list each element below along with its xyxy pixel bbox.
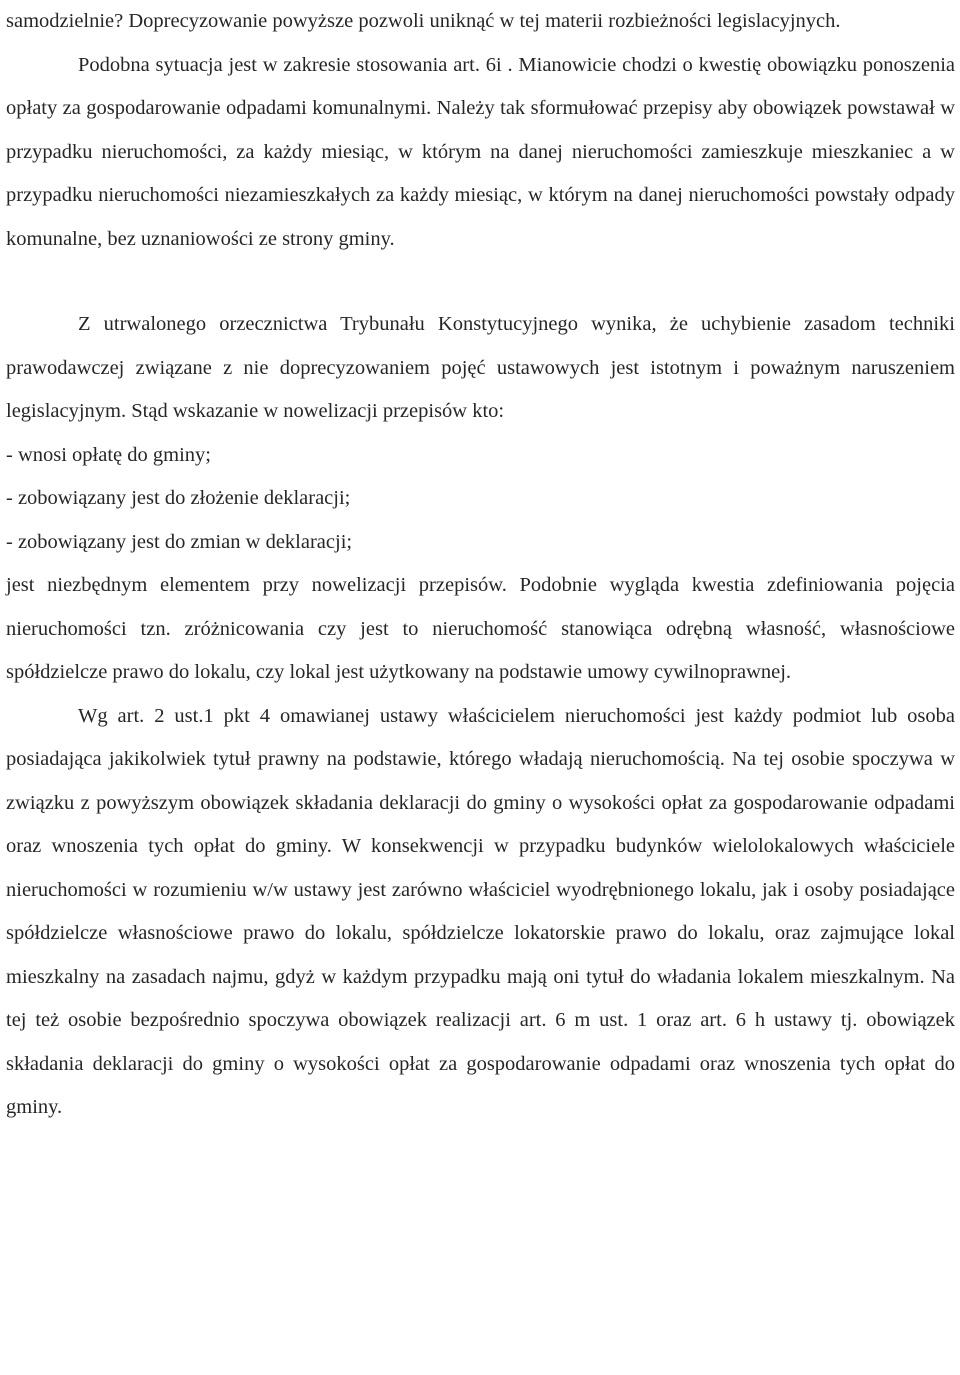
paragraph-constitutional-tribunal: Z utrwalonego orzecznictwa Trybunału Konstytucyjnego wynika, że uchybienie zasadom techniki prawodawczej związane z nie doprecyzowaniem pojęć ustawowych jest istotnym i poważnym naruszeniem legislacyjnym. Stąd wskazanie w nowelizacji przepisów kto: <box>6 313 955 422</box>
list-item-pays-fee: - wnosi opłatę do gminy; <box>6 443 211 466</box>
paragraph-legislative-discrepancies: samodzielnie? Doprecyzowanie powyższe pozwoli uniknąć w tej materii rozbieżności legislacyjnych. <box>6 10 841 32</box>
list-item-submits-declaration: - zobowiązany jest do złożenie deklaracji; <box>6 487 351 509</box>
paragraph-art-6i: Podobna sytuacja jest w zakresie stosowania art. 6i . Mianowicie chodzi o kwestię obowiązku ponoszenia opłaty za gospodarowanie odpadami komunalnymi. Należy tak sformułować przepisy aby obowiązek powstawał w przypadku nieruchomości, za każdy miesiąc, w którym na danej nieruchomości zamieszkuje mieszkaniec a w przypadku nieruchomości niezamieszkałych za każdy miesiąc, w którym na danej nieruchomości powstały odpady komunalne, bez uznaniowości ze strony gminy. <box>6 53 955 250</box>
document-page <box>6 0 955 1130</box>
paragraph-art-2-owner: Wg art. 2 ust.1 pkt 4 omawianej ustawy właścicielem nieruchomości jest każdy podmiot lub osoba posiadająca jakikolwiek tytuł prawny na podstawie, którego władają nieruchomością. Na tej osobie spoczywa w związku z powyższym obowiązek składania deklaracji do gminy o wysokości opłat za gospodarowanie odpadami oraz wnoszenia tych opłat do gminy. W konsekwencji w przypadku budynków wielolokalowych właściciele nieruchomości w rozumieniu w/w ustawy jest zarówno właściciel wyodrębnionego lokalu, jak i osoby posiadające spółdzielcze własnościowe prawo do lokalu, spółdzielcze lokatorskie prawo do lokalu, oraz zajmujące lokal mieszkalny na zasadach najmu, gdyż w każdym przypadku mają oni tytuł do władania lokalem mieszkalnym. Na tej też osobie bezpośrednio spoczywa obowiązek realizacji art. 6 m ust. 1 oraz art. 6 h ustawy tj. obowiązek składania deklaracji do gminy o wysokości opłat za gospodarowanie odpadami oraz wnoszenia tych opłat do gminy. <box>6 704 955 1118</box>
paragraph-property-definition: jest niezbędnym elementem przy nowelizacji przepisów. Podobnie wygląda kwestia zdefiniowania pojęcia nieruchomości tzn. zróżnicowania czy jest to nieruchomość stanowiąca odrębną własność, własnościowe spółdzielcze prawo do lokalu, czy lokal jest użytkowany na podstawie umowy cywilnoprawnej. <box>6 574 955 683</box>
paragraph-spacer <box>6 261 955 303</box>
list-item-declaration-changes: - zobowiązany jest do zmian w deklaracji; <box>6 530 353 553</box>
